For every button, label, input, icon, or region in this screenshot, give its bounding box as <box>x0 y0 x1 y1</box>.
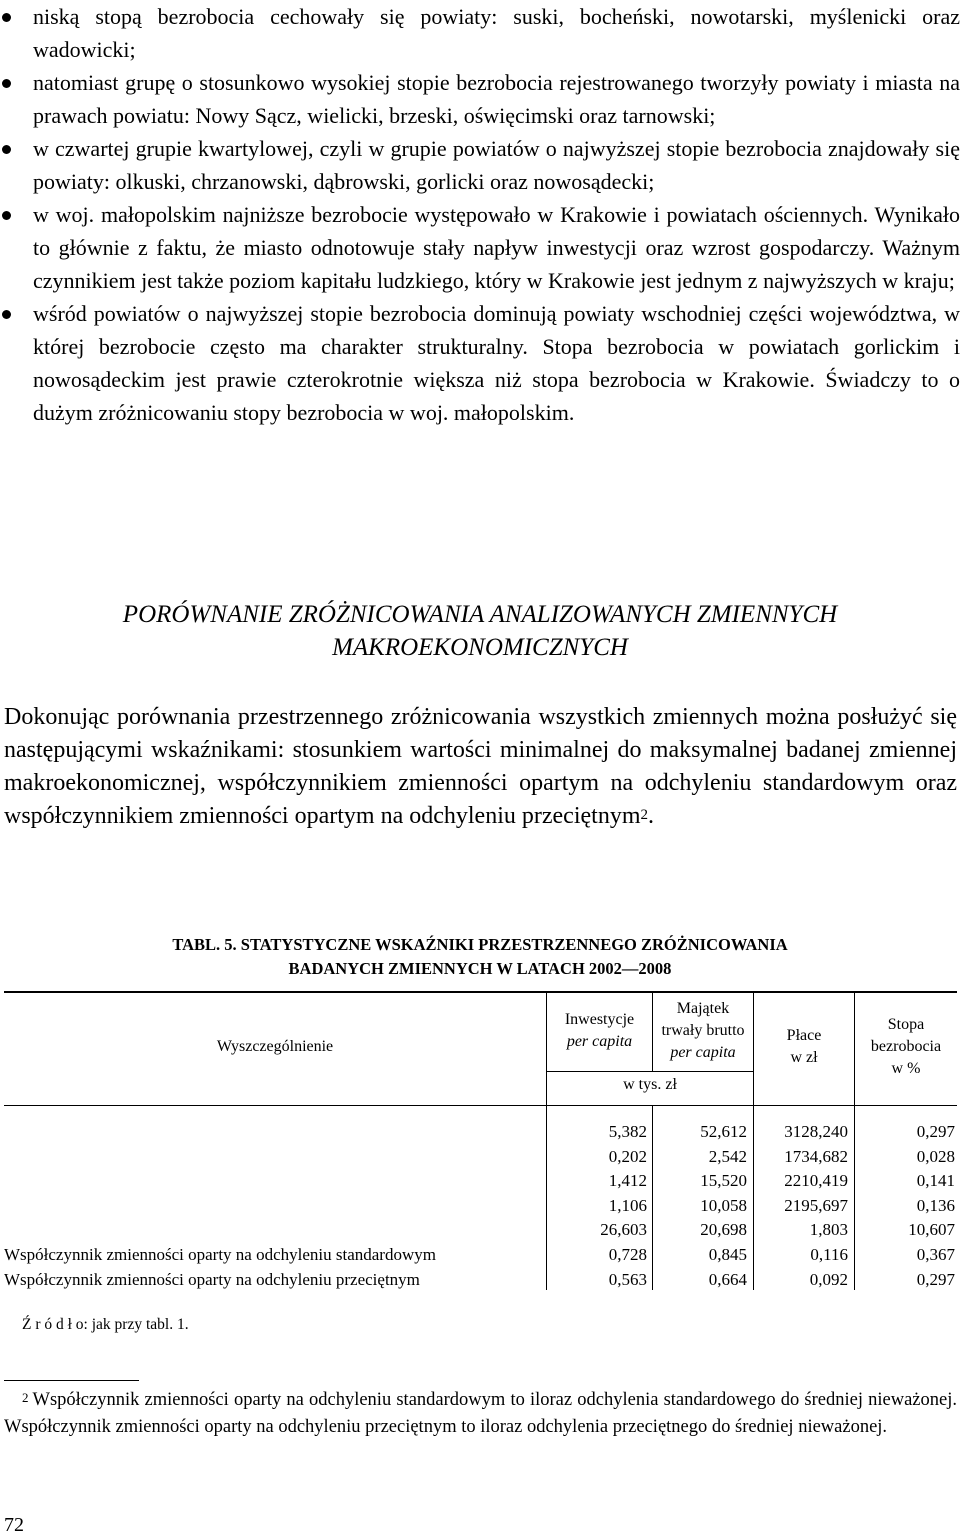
list-item <box>0 66 960 132</box>
cell-inv: 26,603 <box>600 1220 647 1240</box>
footnote-separator <box>4 1380 139 1381</box>
cell-unemp: 0,136 <box>916 1195 955 1215</box>
cell-inv: 1,412 <box>608 1171 647 1191</box>
list-item-text: niską stopą bezrobocia cechowały się powiaty: suski, bocheński, nowotarski, myślenicki oraz wadowicki; <box>33 4 960 62</box>
table-title-line-2: BADANYCH ZMIENNYCH W LATACH 2002—2008 <box>288 959 672 978</box>
table-row <box>4 1243 957 1267</box>
cell-inv: 1,106 <box>608 1195 647 1215</box>
cell-inv: 0,563 <box>608 1269 647 1289</box>
cell-unemp: 10,607 <box>908 1220 955 1240</box>
table-top-rule <box>4 991 957 993</box>
row-label: Współczynnik zmienności oparty na odchyleniu przeciętnym <box>4 1269 420 1289</box>
list-item-text: natomiast grupę o stosunkowo wysokiej stopie bezrobocia rejestrowanego tworzyły powiaty i miasta na prawach powiatu: Nowy Sącz, wielicki, brzeski, oświęcimski oraz tarnowski; <box>33 70 960 128</box>
table-row <box>4 1194 957 1218</box>
header-wages-line-2: w zł <box>790 1049 818 1066</box>
cell-wage: 2210,419 <box>784 1171 848 1191</box>
header-wages-line-1: Płace <box>786 1027 822 1044</box>
table-row <box>4 1218 957 1242</box>
cell-unemp: 0,367 <box>916 1245 955 1264</box>
row-label: Współczynnik zmienności oparty na odchyleniu standardowym <box>4 1245 436 1264</box>
cell-wage: 1734,682 <box>784 1146 848 1166</box>
cell-unemp: 0,141 <box>916 1171 955 1191</box>
header-unemployment-line-3: w % <box>891 1060 921 1077</box>
bullet-icon <box>2 310 11 319</box>
footnote-text: Współczynnik zmienności oparty na odchyleniu standardowym to iloraz odchylenia standardowego do średniej nieważonej. Współczynnik zmienności oparty na odchyleniu przeciętnym to iloraz odchylenia przeciętnego do średniej nieważonej. <box>4 1390 957 1437</box>
cell-wage: 0,116 <box>810 1245 848 1264</box>
list-item-text: w czwartej grupie kwartylowej, czyli w grupie powiatów o najwyższej stopie bezrobocia znajdowały się powiaty: olkuski, chrzanowski, dąbrowski, gorlicki oraz nowosądecki; <box>33 136 960 194</box>
header-unit: w tys. zł <box>623 1076 677 1093</box>
bullet-icon <box>2 13 11 22</box>
cell-asset: 52,612 <box>700 1122 747 1141</box>
footnote-number: 2 <box>22 1390 29 1405</box>
list-item <box>0 132 960 198</box>
table-title-line-1: TABL. 5. STATYSTYCZNE WSKAŹNIKI PRZESTRZENNEGO ZRÓŻNICOWANIA <box>172 935 788 954</box>
cell-asset: 15,520 <box>700 1171 747 1191</box>
section-heading-line-1: PORÓWNANIE ZRÓŻNICOWANIA ANALIZOWANYCH ZMIENNYCH <box>122 601 838 628</box>
cell-asset: 2,542 <box>708 1146 747 1166</box>
cell-asset: 0,845 <box>708 1245 747 1264</box>
header-fixed-assets <box>653 998 753 1064</box>
cell-wage: 2195,697 <box>784 1195 848 1215</box>
list-item <box>0 198 960 297</box>
header-investments-line-2: per capita <box>566 1033 633 1050</box>
table-source: Ź r ó d ł o: jak przy tabl. 1. <box>22 1316 189 1333</box>
list-item <box>0 0 960 66</box>
cell-asset: 10,058 <box>700 1195 747 1215</box>
table-row <box>4 1268 957 1292</box>
cell-wage: 3128,240 <box>784 1122 848 1141</box>
list-item-text: w woj. małopolskim najniższe bezrobocie występowało w Krakowie i powiatach ościennych. Wynikało to głównie z faktu, że miasto odnotowuje stały napływ inwestycji oraz wzrost gospodarczy. Ważnym czynnikiem jest także poziom kapitału ludzkiego, który w Krakowie jest jednym z najwyższych w kraju; <box>33 202 960 293</box>
header-fixed-assets-line-2: trwały brutto <box>661 1022 745 1039</box>
header-investments <box>547 1009 652 1053</box>
cell-unemp: 0,297 <box>916 1269 955 1289</box>
bullet-icon <box>2 79 11 88</box>
cell-wage: 0,092 <box>809 1269 848 1289</box>
section-heading <box>0 598 960 664</box>
footnote-reference[interactable]: 2 <box>640 807 648 823</box>
header-unemployment-line-1: Stopa <box>887 1016 925 1033</box>
cell-unemp: 0,297 <box>916 1122 955 1141</box>
cell-asset: 0,664 <box>708 1269 747 1289</box>
cell-wage: 1,803 <box>809 1220 848 1240</box>
row-label-cell <box>4 1268 546 1292</box>
table-title <box>0 933 960 981</box>
conclusions-list <box>0 0 960 429</box>
header-fixed-assets-line-1: Majątek <box>676 1000 730 1017</box>
table-row <box>4 1120 957 1144</box>
table-row <box>4 1169 957 1193</box>
section-heading-line-2: MAKROEKONOMICZNYCH <box>332 634 628 661</box>
unit-rule <box>546 1071 753 1072</box>
cell-unemp: 0,028 <box>916 1146 955 1166</box>
header-wages <box>754 1025 854 1069</box>
page-number: 72 <box>4 1514 24 1536</box>
table-row <box>4 1145 957 1169</box>
bullet-icon <box>2 211 11 220</box>
footnote <box>4 1387 957 1441</box>
row-label-cell <box>4 1243 546 1267</box>
header-unemployment <box>855 1014 957 1080</box>
intro-end: . <box>647 803 654 829</box>
bullet-icon <box>2 145 11 154</box>
table-header-rule <box>4 1105 957 1106</box>
cell-inv: 0,728 <box>608 1245 647 1264</box>
list-item-text: wśród powiatów o najwyższej stopie bezrobocia dominują powiaty wschodniej części województwa, w której bezrobocie często ma charakter strukturalny. Stopa bezrobocia w powiatach gorlickim i nowosądeckim jest prawie czterokrotnie większa niż stopa bezrobocia w Krakowie. Świadczy to o dużym zróżnicowaniu stopy bezrobocia w woj. małopolskim. <box>33 301 960 425</box>
header-label: Wyszczególnienie <box>216 1038 334 1055</box>
cell-inv: 0,202 <box>608 1146 647 1166</box>
header-investments-line-1: Inwestycje <box>564 1011 635 1028</box>
list-item <box>0 297 960 429</box>
intro-text: Dokonując porównania przestrzennego zróżnicowania wszystkich zmiennych można posłużyć się następującymi wskaźnikami: stosunkiem wartości minimalnej do maksymalnej badanej zmiennej makroekonomicznej, współczynnikiem zmienności opartym na odchyleniu standardowym oraz współczynnikiem zmienności opartym na odchyleniu przeciętnym <box>4 704 957 829</box>
cell-inv: 5,382 <box>608 1122 647 1141</box>
header-unemployment-line-2: bezrobocia <box>870 1038 942 1055</box>
cell-asset: 20,698 <box>700 1220 747 1240</box>
intro-paragraph <box>4 701 957 836</box>
header-fixed-assets-line-3: per capita <box>670 1044 736 1061</box>
